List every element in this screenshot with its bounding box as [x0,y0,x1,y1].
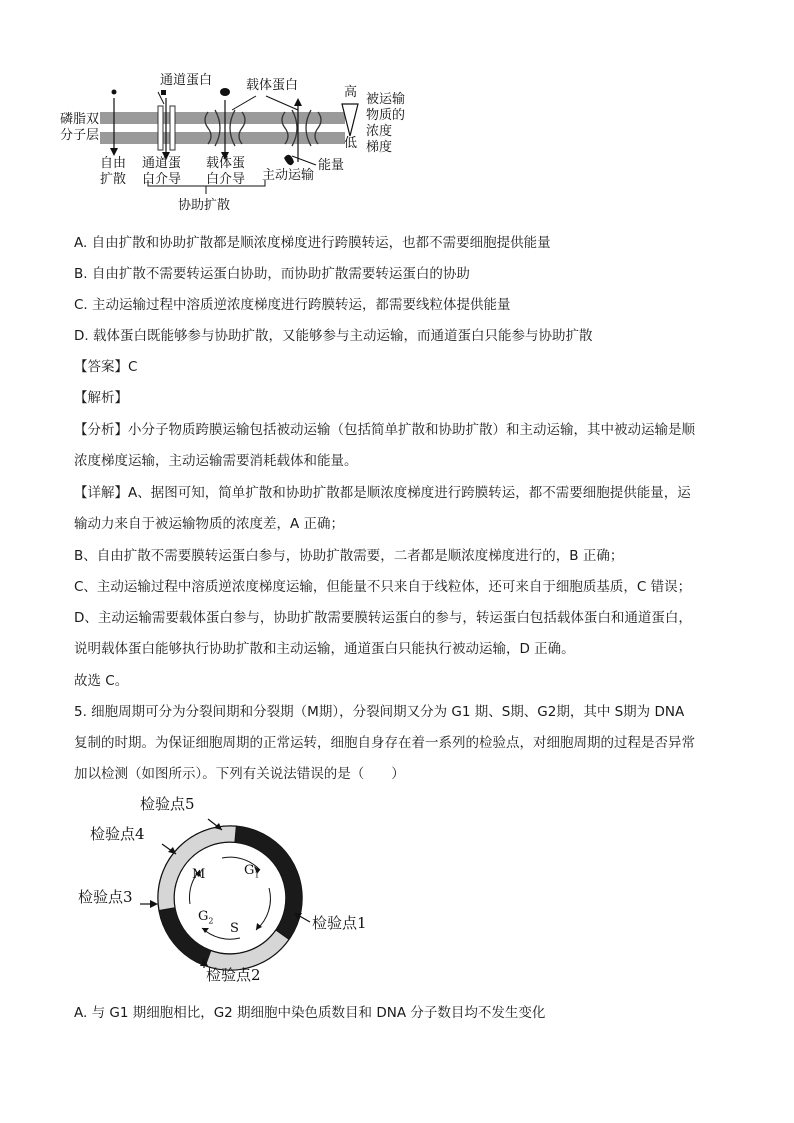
q4-option-a: A. 自由扩散和协助扩散都是顺浓度梯度进行跨膜转运，也都不需要细胞提供能量 [74,235,551,251]
q4-option-c: C. 主动运输过程中溶质逆浓度梯度进行跨膜转运，都需要线粒体提供能量 [74,297,511,313]
phase-s-label: S [230,921,239,936]
phase-g1-label: $G_1$ [244,863,260,880]
analysis-fenxi-line-2: 浓度梯度运输，主动运输需要消耗载体和能量。 [74,453,358,469]
s-segment [205,930,289,970]
label-channel-2: 白介导 [142,172,182,187]
label-free-2: 扩散 [100,172,127,187]
label-bilayer-2: 分子层 [60,128,100,143]
answer-line [74,357,137,377]
detail-tag: 【详解】 [74,485,128,501]
fenxi-text-1: 小分子物质跨膜运输包括被动运输（包括简单扩散和协助扩散）和主动运输，其中被动运输是顺 [128,422,695,438]
label-gradient-4: 梯度 [366,140,393,155]
q4-option-b: B. 自由扩散不需要转运蛋白协助，而协助扩散需要转运蛋白的协助 [74,266,470,282]
label-channel-1: 通道蛋 [142,156,182,171]
label-active: 主动运输 [262,168,315,183]
label-carrier-protein: 载体蛋白 [246,78,299,93]
label-channel-protein: 通道蛋白 [160,73,213,88]
phase-m-label: M [192,867,206,882]
molecule-dot [112,90,117,95]
answer-value: C [128,359,138,375]
label-gradient-2: 物质的 [366,108,406,123]
arrow-g1-s [256,888,270,930]
channel-molecule [161,90,166,95]
checkpoint4-label: 检验点4 [90,825,145,843]
detail-c-line: C、主动运输过程中溶质逆浓度梯度运输，但能量不只来自于线粒体，还可来自于细胞质基质，C 错误； [74,579,692,595]
conclusion-line: 故选 C。 [74,673,129,689]
phase-g2-label: $G_2$ [198,909,214,926]
answer-tag: 【答案】 [74,359,128,375]
cell-cycle-figure [70,790,390,995]
label-carrier-1: 载体蛋 [206,156,246,171]
label-facilitated: 协助扩散 [178,198,231,213]
membrane-transport-figure [60,70,420,220]
channel-protein-shape [170,106,175,150]
label-bilayer-1: 磷脂双 [60,112,100,127]
label-high: 高 [344,85,358,100]
checkpoint2-label: 检验点2 [206,966,261,984]
analysis-fenxi-line-1 [74,420,695,440]
detail-d-line-2: 说明载体蛋白能够执行协助扩散和主动运输，通道蛋白只能执行被动运输，D 正确。 [74,641,575,657]
detail-b-line: B、自由扩散不需要膜转运蛋白参与，协助扩散需要，二者都是顺浓度梯度进行的，B 正确； [74,548,624,564]
detail-d-line-1: D、主动运输需要载体蛋白参与，协助扩散需要膜转运蛋白的参与，转运蛋白包括载体蛋白和通道蛋白， [74,610,692,626]
q5-line-3: 加以检测（如图所示）。下列有关说法错误的是（ ） [74,766,405,782]
checkpoint1-label: 检验点1 [312,914,367,932]
label-energy: 能量 [318,158,345,173]
checkpoint5-label: 检验点5 [140,795,195,813]
q5-option-a: A. 与 G1 期细胞相比，G2 期细胞中染色质数目和 DNA 分子数目均不发生变化 [74,1005,546,1021]
bilayer-bottom [100,132,345,144]
label-gradient-1: 被运输 [366,92,406,107]
bilayer-top [100,112,345,124]
label-carrier-2: 白介导 [206,172,246,187]
analysis-tag: 【解析】 [74,390,128,406]
detail-a-line-1 [74,483,691,503]
q4-option-d: D. 载体蛋白既能够参与协助扩散，又能够参与主动运输，而通道蛋白只能参与协助扩散 [74,328,593,344]
detail-a-line-2: 输动力来自于被运输物质的浓度差，A 正确； [74,516,345,532]
label-low: 低 [344,136,358,151]
q5-line-2: 复制的时期。为保证细胞周期的正常运转，细胞自身存在着一系列的检验点，对细胞周期的过程是否异常 [74,735,695,751]
checkpoint3-label: 检验点3 [78,888,133,906]
q5-line-1: 5. 细胞周期可分为分裂间期和分裂期（M期），分裂间期又分为 G1 期、S期、G2期，其中 S期为 DNA [74,704,685,720]
label-free-1: 自由 [100,156,127,171]
detail-a-text-1: A、据图可知，简单扩散和协助扩散都是顺浓度梯度进行跨膜转运，都不需要细胞提供能量，运 [128,485,691,501]
label-gradient-3: 浓度 [366,124,393,139]
fenxi-tag: 【分析】 [74,422,128,438]
carrier-molecule [220,88,230,96]
